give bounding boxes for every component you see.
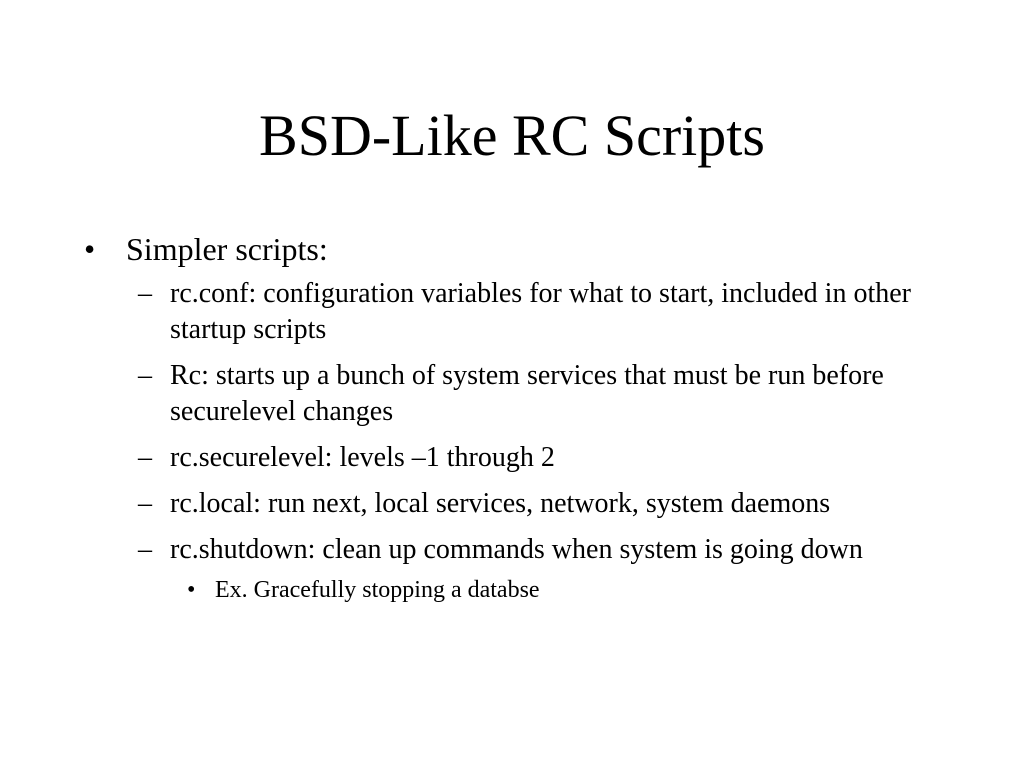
sub-bullet-item	[84, 440, 950, 476]
slide-content	[84, 226, 964, 606]
dash-marker: –	[138, 278, 152, 309]
sub-bullet-text: rc.shutdown: clean up commands when system is going down	[170, 534, 863, 565]
bullet-marker: •	[84, 231, 96, 267]
dash-marker: –	[138, 442, 152, 473]
sub-bullet-item	[84, 276, 950, 348]
dash-marker: –	[138, 360, 152, 391]
dash-marker: –	[138, 488, 152, 519]
sub-bullet-list	[84, 276, 964, 568]
sub-bullet-item	[84, 358, 950, 430]
sub-bullet-item	[84, 486, 950, 522]
sub-sub-bullet-item	[84, 574, 964, 606]
bullet-text: Simpler scripts:	[126, 231, 328, 267]
sub-bullet-text: Rc: starts up a bunch of system services that must be run before securelevel changes	[170, 360, 884, 427]
sub-bullet-item	[84, 532, 950, 568]
sub-sub-bullet-text: Ex. Gracefully stopping a databse	[215, 577, 540, 603]
sub-bullet-text: rc.conf: configuration variables for what to start, included in other startup scripts	[170, 278, 911, 345]
sub-bullet-text: rc.local: run next, local services, network, system daemons	[170, 488, 831, 519]
bullet-item	[84, 226, 964, 272]
bullet-marker: •	[187, 577, 196, 603]
dash-marker: –	[138, 534, 152, 565]
sub-bullet-text: rc.securelevel: levels –1 through 2	[170, 442, 555, 473]
slide-title: BSD-Like RC Scripts	[259, 103, 765, 168]
